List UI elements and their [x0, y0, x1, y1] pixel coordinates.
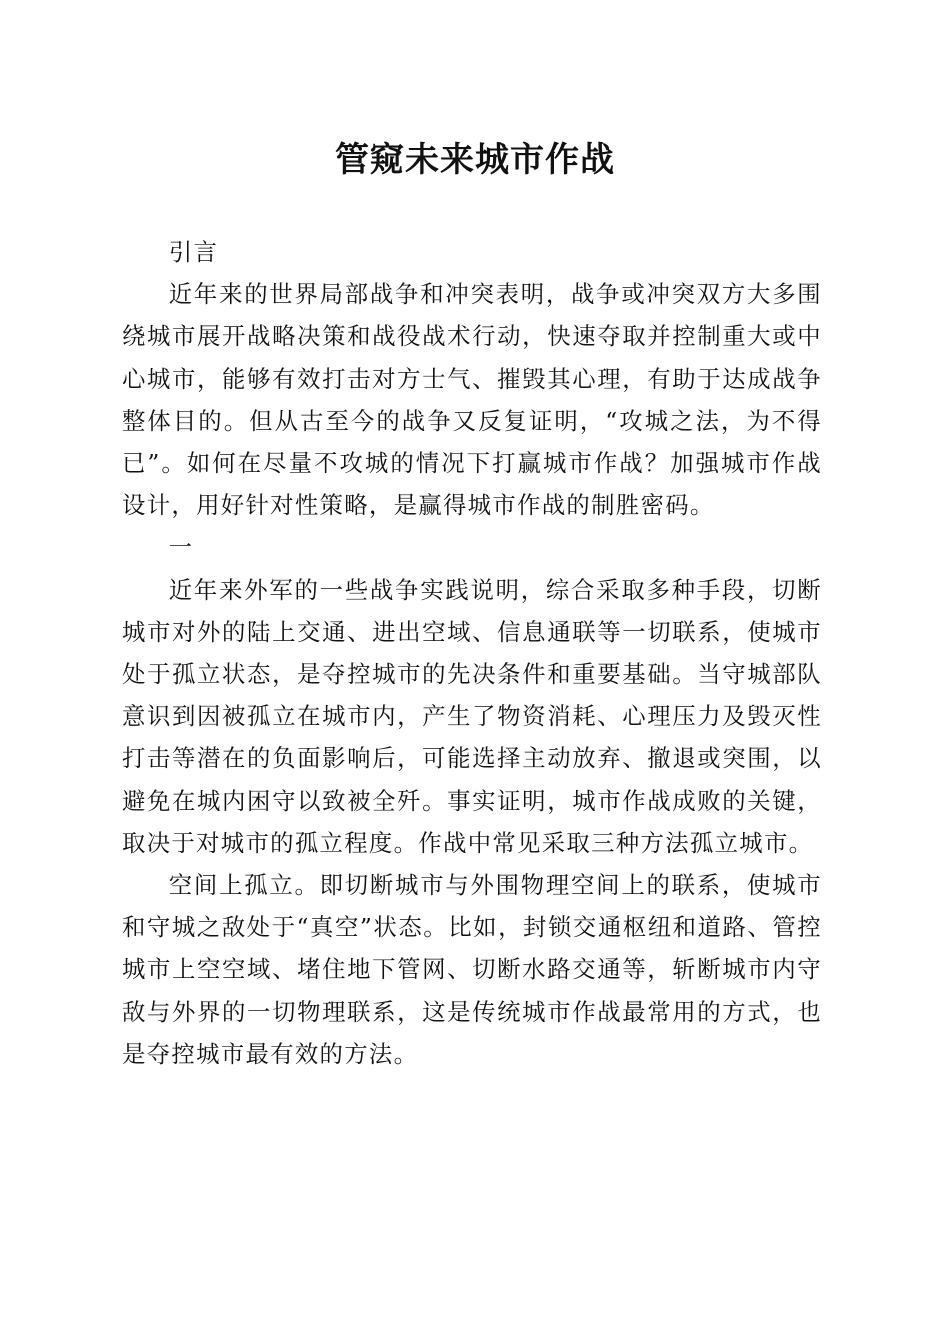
paragraph: 近年来外军的一些战争实践说明，综合采取多种手段，切断城市对外的陆上交通、进出空域、信息通联等一切联系，使城市处于孤立状态，是夺控城市的先决条件和重要基础。当守城部队意识到因被孤立在城市内，产生了物资消耗、心理压力及毁灭性打击等潜在的负面影响后，可能选择主动放弃、撤退或突围，以避免在城内困守以致被全歼。事实证明，城市作战成败的关键，取决于对城市的孤立程度。作战中常见采取三种方法孤立城市。: [122, 575, 822, 857]
document-title: 管窥未来城市作战: [335, 140, 615, 180]
section-heading-intro: 引言: [168, 238, 219, 266]
paragraph: 近年来的世界局部战争和冲突表明，战争或冲突双方大多围绕城市展开战略决策和战役战术行动，快速夺取并控制重大或中心城市，能够有效打击对方士气、摧毁其心理，有助于达成战争整体目的。但从古至今的战争又反复证明，“攻城之法，为不得已”。如何在尽量不攻城的情况下打赢城市作战？加强城市作战设计，用好针对性策略，是赢得城市作战的制胜密码。: [122, 280, 822, 520]
paragraph: 空间上孤立。即切断城市与外围物理空间上的联系，使城市和守城之敌处于“真空”状态。比如，封锁交通枢纽和道路、管控城市上空空域、堵住地下管网、切断水路交通等，斩断城市内守敌与外界的一切物理联系，这是传统城市作战最常用的方式，也是夺控城市最有效的方法。: [122, 871, 822, 1068]
document-body: [122, 231, 822, 1075]
section-heading-one: 一: [168, 533, 194, 562]
